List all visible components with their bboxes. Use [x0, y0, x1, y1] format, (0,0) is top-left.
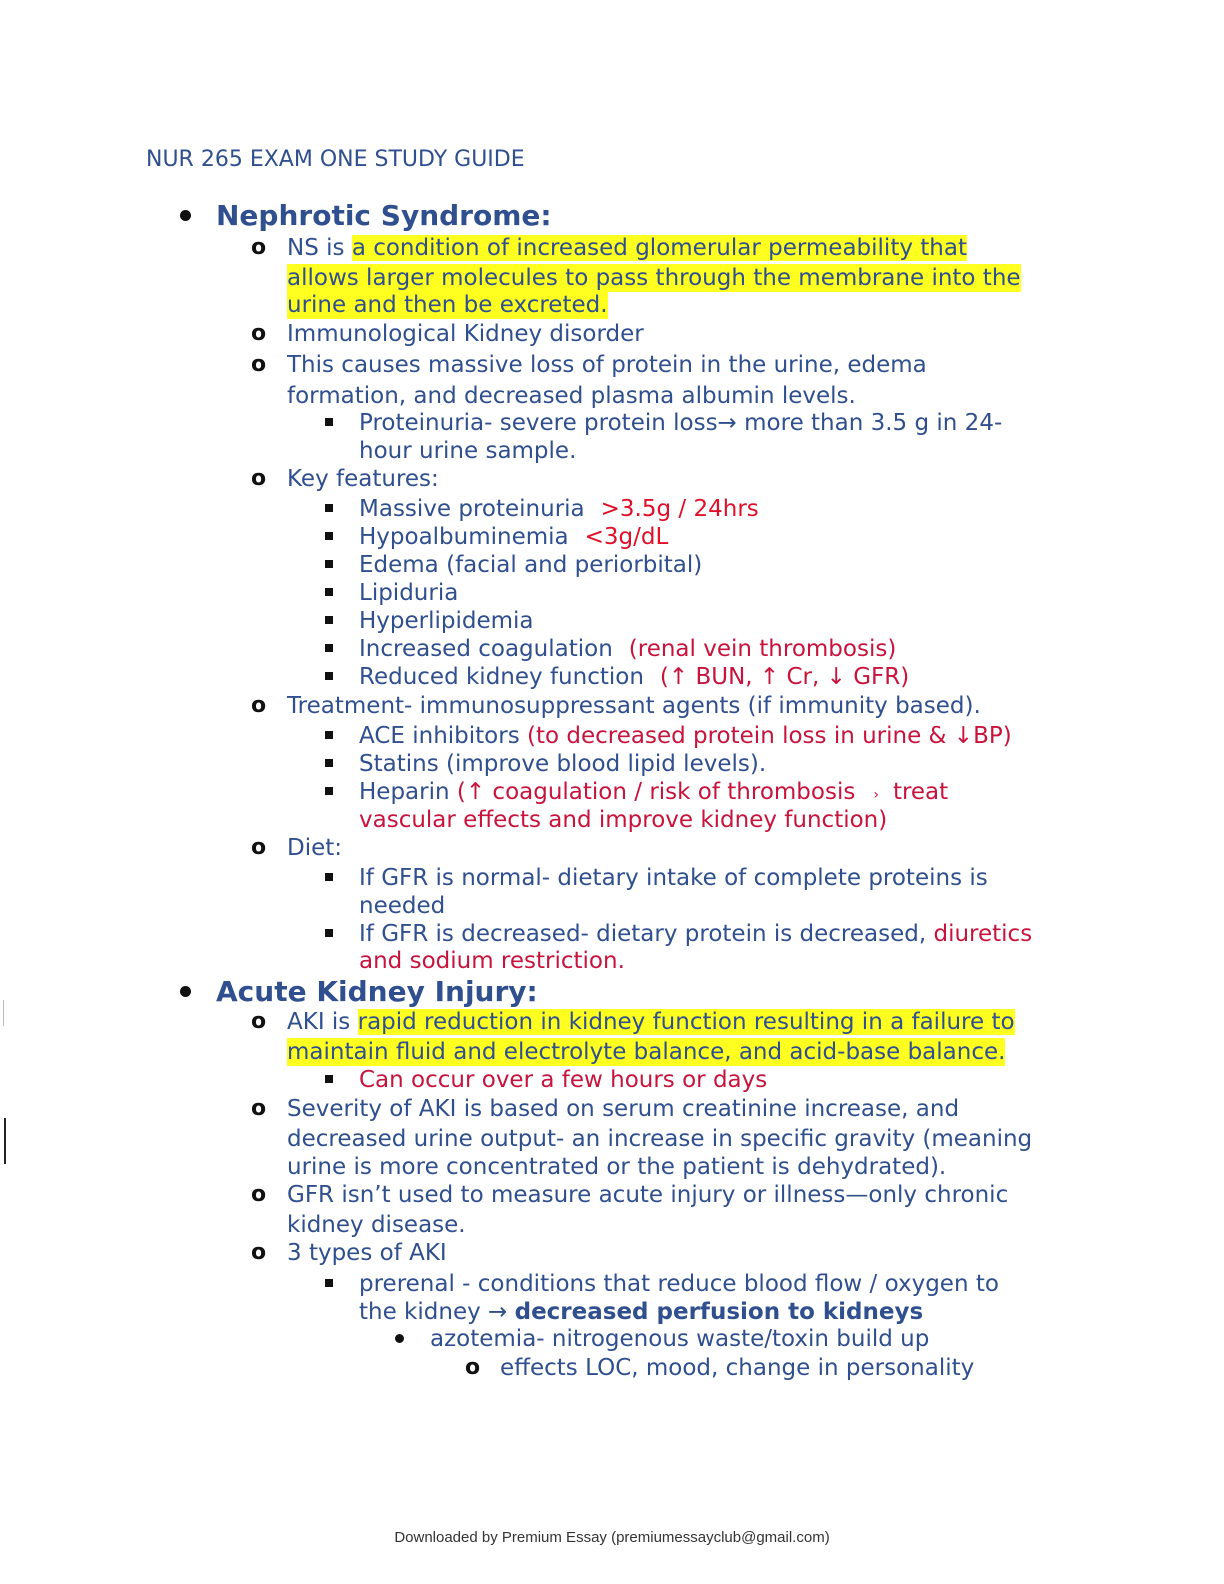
bullet-square [325, 787, 333, 795]
kf1-label: Massive proteinuria [359, 496, 585, 522]
aki-severity-line-3: urine is more concentrated or the patient is dehydrated). [287, 1154, 947, 1180]
aki-gfr-line-1: GFR isn’t used to measure acute injury or illness—only chronic [287, 1182, 1009, 1208]
aki-def-highlight-1: rapid reduction in kidney function resulting in a failure to [357, 1009, 1015, 1035]
kf-hyperlipidemia: Hyperlipidemia [359, 608, 534, 634]
ns-key-features: Key features: [287, 466, 439, 492]
kf7-value: (↑ BUN, ↑ Cr, ↓ GFR) [659, 664, 910, 690]
bullet-o: o [251, 1009, 267, 1034]
bullet-o: o [251, 235, 267, 260]
kf2-label: Hypoalbuminemia [359, 524, 569, 550]
bullet-o: o [251, 835, 267, 860]
bullet-square [325, 731, 333, 739]
edge-mark-cursor [4, 1118, 6, 1164]
kf-lipiduria: Lipiduria [359, 580, 459, 606]
bullet-square [325, 504, 333, 512]
aki-def-prefix: AKI is [287, 1009, 358, 1035]
heparin-value-1: (↑ coagulation / risk of thrombosis [456, 779, 856, 805]
bullet-o: o [251, 1096, 267, 1121]
bullet-disc [180, 210, 191, 221]
ns-definition-line-3: urine and then be excreted. [287, 292, 608, 318]
aki-occur: Can occur over a few hours or days [359, 1067, 768, 1093]
edge-mark-top [3, 1000, 4, 1026]
kf6-value: (renal vein thrombosis) [628, 636, 897, 662]
bullet-square [325, 1279, 333, 1287]
bullet-o: o [251, 466, 267, 491]
bullet-square [325, 873, 333, 881]
bullet-disc [180, 986, 191, 997]
kf-massive-proteinuria [359, 495, 759, 523]
footer-watermark: Downloaded by Premium Essay (premiumessayclub@gmail.com) [394, 1529, 830, 1546]
ns-def-prefix: NS is [287, 235, 352, 261]
bullet-square [325, 672, 333, 680]
kf6-label: Increased coagulation [359, 636, 613, 662]
kf-reduced-kidney-function [359, 663, 909, 691]
bullet-o: o [251, 352, 267, 377]
aki-gfr-line-2: kidney disease. [287, 1212, 466, 1238]
aki-severity-line-1: Severity of AKI is based on serum creatinine increase, and [287, 1096, 960, 1122]
bullet-o: o [251, 693, 267, 718]
ns-definition-line-1 [287, 234, 967, 262]
ns-proteinuria-line-2: hour urine sample. [359, 438, 577, 464]
aki-types: 3 types of AKI [287, 1240, 447, 1266]
diet-gfr-normal-line-2: needed [359, 893, 446, 919]
kf-edema: Edema (facial and periorbital) [359, 552, 703, 578]
ns-treatment: Treatment- immunosuppressant agents (if immunity based). [287, 693, 981, 719]
ns-proteinuria-line-1: Proteinuria- severe protein loss→ more than 3.5 g in 24- [359, 410, 1003, 436]
ns-causes-line-1: This causes massive loss of protein in the urine, edema [287, 352, 927, 378]
kf-increased-coagulation [359, 635, 896, 663]
section-heading-aki: Acute Kidney Injury: [216, 975, 538, 1008]
aki-prerenal-line-1: prerenal - conditions that reduce blood flow / oxygen to [359, 1271, 999, 1297]
kf-hypoalbuminemia [359, 523, 668, 551]
aki-loc-effects: effects LOC, mood, change in personality [500, 1355, 975, 1381]
tx-heparin-line-1 [359, 778, 948, 809]
aki-severity-line-2: decreased urine output- an increase in specific gravity (meaning [287, 1126, 1033, 1152]
bullet-o: o [251, 321, 267, 346]
bullet-square [325, 532, 333, 540]
bullet-square [325, 929, 333, 937]
ns-immunological: Immunological Kidney disorder [287, 321, 644, 347]
bullet-square [325, 616, 333, 624]
ns-causes-line-2: formation, and decreased plasma albumin levels. [287, 383, 856, 409]
tx-heparin-line-2: vascular effects and improve kidney function) [359, 807, 888, 833]
heparin-arrow: › [873, 787, 879, 803]
aki-definition-line-1 [287, 1008, 1015, 1036]
bullet-o: o [251, 1240, 267, 1265]
tx-statins: Statins (improve blood lipid levels). [359, 751, 767, 777]
section-heading-nephrotic: Nephrotic Syndrome: [216, 199, 552, 232]
bullet-square [325, 644, 333, 652]
aki-prerenal-line-2 [359, 1298, 923, 1326]
diet-gfr-decreased-line-2: and sodium restriction. [359, 948, 625, 974]
diet-gfr-decreased-text: If GFR is decreased- dietary protein is decreased, [359, 921, 934, 947]
bullet-dot [395, 1334, 404, 1343]
prerenal-bold: decreased perfusion to kidneys [514, 1299, 924, 1325]
aki-azotemia: azotemia- nitrogenous waste/toxin build up [430, 1326, 930, 1352]
kf7-label: Reduced kidney function [359, 664, 644, 690]
diet-diuretics: diuretics [933, 921, 1033, 947]
bullet-square [325, 1075, 333, 1083]
bullet-square [325, 588, 333, 596]
prerenal-text: the kidney → [359, 1299, 515, 1325]
page-title: NUR 265 EXAM ONE STUDY GUIDE [146, 147, 525, 172]
diet-gfr-decreased-line-1 [359, 920, 1032, 948]
kf2-value: <3g/dL [584, 524, 669, 550]
bullet-square [325, 759, 333, 767]
bullet-square [325, 560, 333, 568]
bullet-square [325, 418, 333, 426]
ace-label: ACE inhibitors [359, 723, 527, 749]
ns-definition-line-2: allows larger molecules to pass through the membrane into the [287, 265, 1021, 291]
diet-gfr-normal-line-1: If GFR is normal- dietary intake of complete proteins is [359, 865, 988, 891]
heparin-label: Heparin [359, 779, 457, 805]
tx-ace-inhibitors [359, 722, 1012, 750]
aki-definition-line-2: maintain fluid and electrolyte balance, and acid-base balance. [287, 1039, 1006, 1065]
bullet-o: o [251, 1182, 267, 1207]
bullet-o: o [465, 1355, 481, 1380]
ns-def-highlight-1: a condition of increased glomerular permeability that [351, 235, 967, 261]
kf1-value: >3.5g / 24hrs [600, 496, 759, 522]
ace-value: (to decreased protein loss in urine & ↓BP) [527, 723, 1012, 749]
heparin-value-2: treat [892, 779, 949, 805]
ns-diet: Diet: [287, 835, 343, 861]
